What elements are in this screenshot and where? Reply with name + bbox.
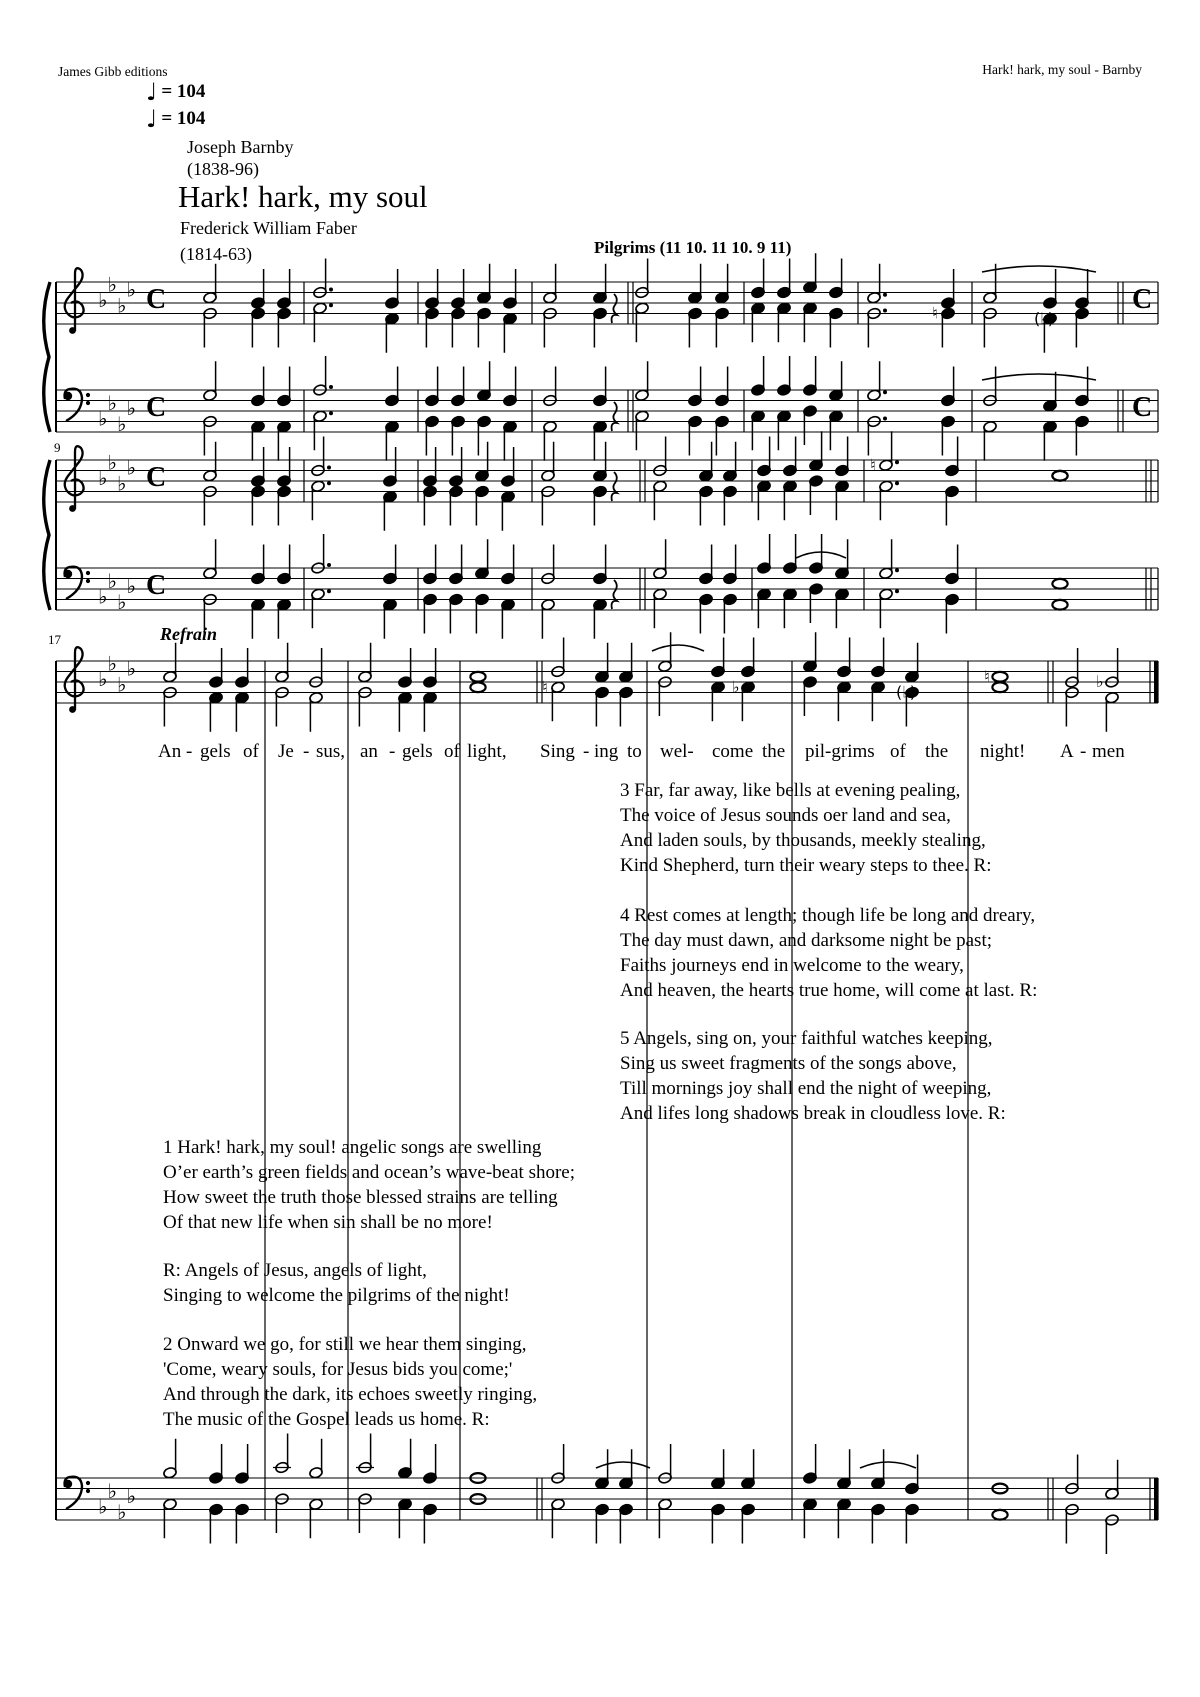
lyric-syllable: gels (200, 741, 231, 762)
flat-sign: ♭ (117, 293, 127, 318)
lyric-syllable: the (762, 741, 786, 762)
lyric-syllable: - (389, 741, 396, 762)
lyric-syllable: - (186, 741, 193, 762)
verse-line: 2 Onward we go, for still we hear them singing, (163, 1334, 527, 1355)
lyric-syllable: an (360, 741, 378, 762)
flat-sign: ♭ (126, 396, 136, 420)
flat-sign: ♭ (98, 1494, 108, 1519)
verse-block (163, 1135, 575, 1235)
flat-sign: ♭ (107, 651, 117, 676)
lyric-line (0, 741, 1200, 767)
flat-sign: ♭ (107, 390, 117, 415)
verse-line: 3 Far, far away, like bells at evening pealing, (620, 780, 961, 801)
lyricist-dates: (1814-63) (180, 244, 252, 264)
verse-line: And lifes long shadows break in cloudless love. R: (620, 1103, 1006, 1124)
lyricist-name: Frederick William Faber (180, 218, 357, 238)
verse-line: And laden souls, by thousands, meekly stealing, (620, 830, 986, 851)
flat-sign: ♭ (117, 589, 127, 614)
common-time-sign: C (146, 462, 167, 493)
composer-name: Joseph Barnby (187, 137, 294, 157)
verse-line: Till mornings joy shall end the night of weeping, (620, 1078, 992, 1099)
tune-meter-label: Pilgrims (11 10. 11 10. 9 11) (594, 238, 792, 257)
lyric-syllable: gels (402, 741, 433, 762)
verse-block (163, 1258, 510, 1308)
common-time-sign: C (1132, 392, 1153, 423)
verse-line: How sweet the truth those blessed strains are telling (163, 1187, 558, 1208)
flat-sign: ♭ (126, 574, 136, 598)
tempo-value: = 104 (161, 81, 206, 102)
verse-line: And heaven, the hearts true home, will come at last. R: (620, 980, 1038, 1001)
lyric-syllable: pil-grims (805, 741, 875, 762)
lyric-syllable: of (444, 741, 460, 762)
verse-block (620, 778, 991, 878)
accidental-sign: ♮ (870, 455, 876, 475)
lyric-syllable: of (243, 741, 259, 762)
verse-line: R: Angels of Jesus, angels of light, (163, 1260, 427, 1281)
flat-sign: ♭ (107, 272, 117, 297)
verse-line: Singing to welcome the pilgrims of the night! (163, 1285, 510, 1306)
lyric-syllable: - (583, 741, 590, 762)
accidental-sign: ♭ (732, 677, 740, 697)
edition-credit: James Gibb editions (58, 64, 168, 79)
lyric-syllable: Je (278, 741, 294, 762)
flat-sign: ♭ (98, 288, 108, 312)
common-time-sign: C (146, 570, 167, 601)
flat-sign: ♭ (126, 277, 136, 302)
lyric-syllable: wel- (660, 741, 694, 762)
flat-sign: ♭ (117, 411, 127, 436)
composer-dates: (1838-96) (187, 159, 259, 179)
verse-block (163, 1332, 537, 1432)
verse-line: Of that new life when sin shall be no more! (163, 1212, 493, 1233)
lyric-syllable: Sing (540, 741, 575, 762)
common-time-sign: C (1132, 284, 1153, 315)
accidental-sign: (♭) (896, 682, 917, 702)
verse-line: Kind Shepherd, turn their weary steps to thee. R: (620, 855, 992, 876)
verse-line: 5 Angels, sing on, your faithful watches keeping, (620, 1028, 993, 1049)
flat-sign: ♭ (117, 672, 127, 697)
flat-sign: ♭ (126, 1484, 136, 1508)
verse-line: Faiths journeys end in welcome to the weary, (620, 955, 964, 976)
lyric-syllable: sus, (316, 741, 346, 762)
accidental-sign: ♮ (932, 303, 938, 323)
quarter-note-icon: ♩ (146, 105, 158, 133)
flat-sign: ♭ (98, 466, 108, 490)
accidental-sign: ♮ (984, 666, 990, 686)
lyric-syllable: of (890, 741, 906, 762)
accidental-sign: ♭ (1096, 672, 1104, 691)
verse-line: 'Come, weary souls, for Jesus bids you come;' (163, 1359, 513, 1380)
refrain-label: Refrain (160, 624, 218, 644)
lyric-syllable: - (1080, 741, 1087, 762)
flat-sign: ♭ (117, 1499, 127, 1524)
verse-block (620, 903, 1037, 1003)
flat-sign: ♭ (98, 406, 108, 431)
verse-line: O’er earth’s green fields and ocean’s wave-beat shore; (163, 1162, 576, 1183)
lyric-syllable: the (925, 741, 949, 762)
flat-sign: ♭ (107, 568, 117, 593)
quarter-note-icon: ♩ (146, 78, 158, 106)
flat-sign: ♭ (107, 450, 117, 475)
lyric-syllable: men (1092, 741, 1125, 762)
flat-sign: ♭ (98, 667, 108, 691)
verse-line: Sing us sweet fragments of the songs above, (620, 1053, 957, 1074)
flat-sign: ♭ (107, 1478, 117, 1503)
verse-line: The voice of Jesus sounds oer land and sea, (620, 805, 951, 826)
lyric-syllable: - (303, 741, 310, 762)
verse-line: The music of the Gospel leads us home. R: (163, 1409, 490, 1430)
flat-sign: ♭ (126, 656, 136, 681)
lyric-syllable: An (158, 741, 182, 762)
flat-sign: ♭ (117, 471, 127, 496)
verse-line: 4 Rest comes at length; though life be long and dreary, (620, 905, 1036, 926)
lyric-syllable: to (627, 741, 642, 762)
verse-line: And through the dark, its echoes sweetly ringing, (163, 1384, 538, 1405)
accidental-sign: (♭) (1034, 308, 1055, 328)
lyric-syllable: A (1060, 741, 1074, 762)
verse-line: 1 Hark! hark, my soul! angelic songs are swelling (163, 1137, 542, 1158)
tempo-value: = 104 (161, 108, 206, 129)
verse-block (620, 1026, 1006, 1126)
verse-line: The day must dawn, and darksome night be past; (620, 930, 993, 951)
lyric-syllable: ing (594, 741, 619, 762)
lyric-syllable: light, (467, 741, 507, 762)
measure-number: 9 (54, 440, 61, 455)
accidental-sign: ♮ (542, 677, 548, 697)
tempo-marking (146, 107, 205, 131)
flat-sign: ♭ (126, 455, 136, 480)
running-header: Hark! hark, my soul - Barnby (982, 62, 1142, 77)
lyric-syllable: night! (980, 741, 1026, 762)
common-time-sign: C (146, 284, 167, 315)
tempo-marking (146, 80, 205, 104)
lyric-syllable: come (712, 741, 754, 762)
page-title: Hark! hark, my soul (178, 179, 428, 214)
flat-sign: ♭ (98, 584, 108, 609)
measure-number: 17 (48, 632, 61, 647)
common-time-sign: C (146, 392, 167, 423)
